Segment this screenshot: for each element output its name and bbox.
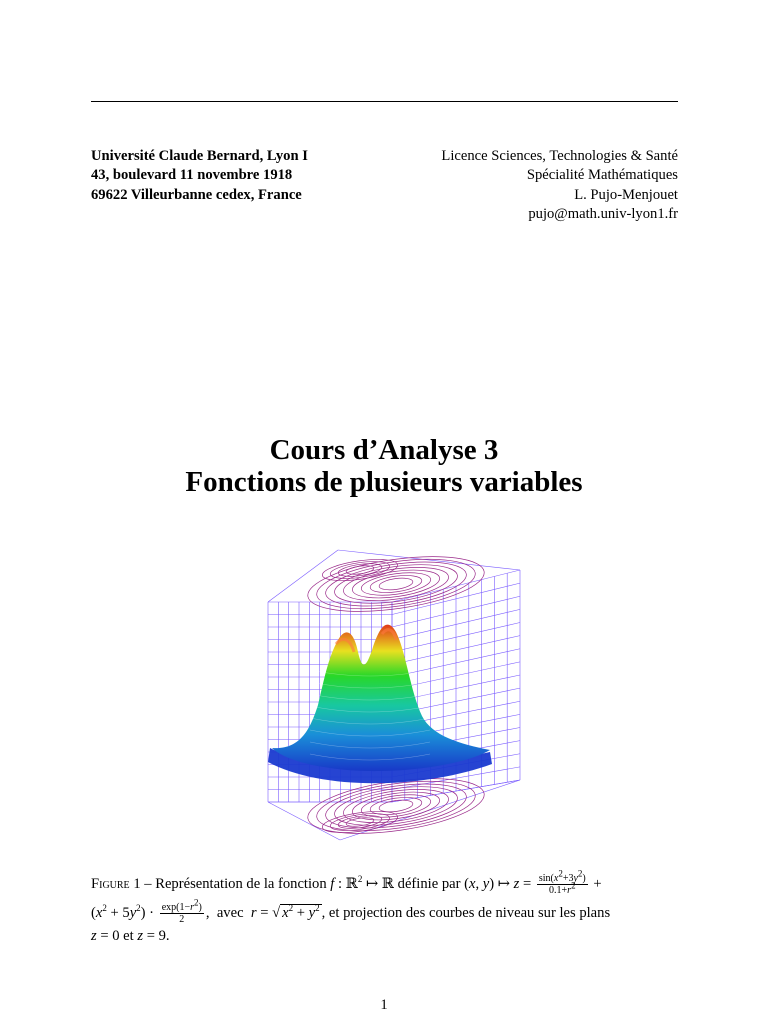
caption-avec: avec	[216, 905, 244, 922]
title-line-2: Fonctions de plusieurs variables	[185, 466, 583, 498]
caption-text-2: définie par	[394, 876, 465, 892]
institution-city: 69622 Villeurbanne cedex, France	[91, 186, 302, 203]
caption-fraction-1: $\frac{\sin(x^2+3y^2)}{0.1+r^2}$	[538, 868, 586, 897]
surface	[268, 625, 492, 784]
caption-math-f: f	[330, 876, 335, 892]
caption-et: et	[123, 928, 134, 945]
caption-text-1: – Représentation de la fonction	[140, 876, 331, 892]
surface-body	[272, 625, 490, 771]
title-line-1: Cours d’Analyse 3	[269, 434, 499, 466]
caption-text-3: , et projection des courbes de niveau sur les plans	[321, 905, 611, 922]
page-number: 1	[380, 997, 388, 1013]
author-email[interactable]: pujo@math.univ-lyon1.fr	[528, 206, 678, 223]
top-contour-projection	[304, 547, 487, 620]
figure-caption: Figure 1 – Représentation de la fonction f : ℝ$^2$ ↦ ℝ définie par (x, y) ↦ z = $\frac{\sin(x^2+3y^2)}{0.1+r^2}$ + $(x^2 + 5y^2)$ · $\frac{\exp(1-r^2)}{2}$ , avec r = √ $x^2 + y^2$ , et projection des courbes de niveau sur les plans z = 0 et z = 9.	[91, 868, 611, 945]
institution-address	[91, 147, 308, 205]
figure-label: Figure 1	[91, 876, 141, 892]
author-name: L. Pujo-Menjouet	[574, 186, 678, 203]
caption-fraction-2: $\frac{\exp(1-r^2)}{2}$	[161, 897, 202, 926]
surface-plot-figure	[160, 540, 552, 862]
author-info	[441, 147, 678, 225]
specialty: Spécialité Mathématiques	[526, 167, 678, 184]
document-title	[0, 434, 768, 498]
header-rule	[91, 101, 678, 102]
institution-name: Université Claude Bernard, Lyon I	[91, 148, 308, 164]
institution-street: 43, boulevard 11 novembre 1918	[91, 167, 293, 184]
program-name: Licence Sciences, Technologies & Santé	[441, 148, 678, 164]
caption-end: .	[165, 928, 170, 945]
